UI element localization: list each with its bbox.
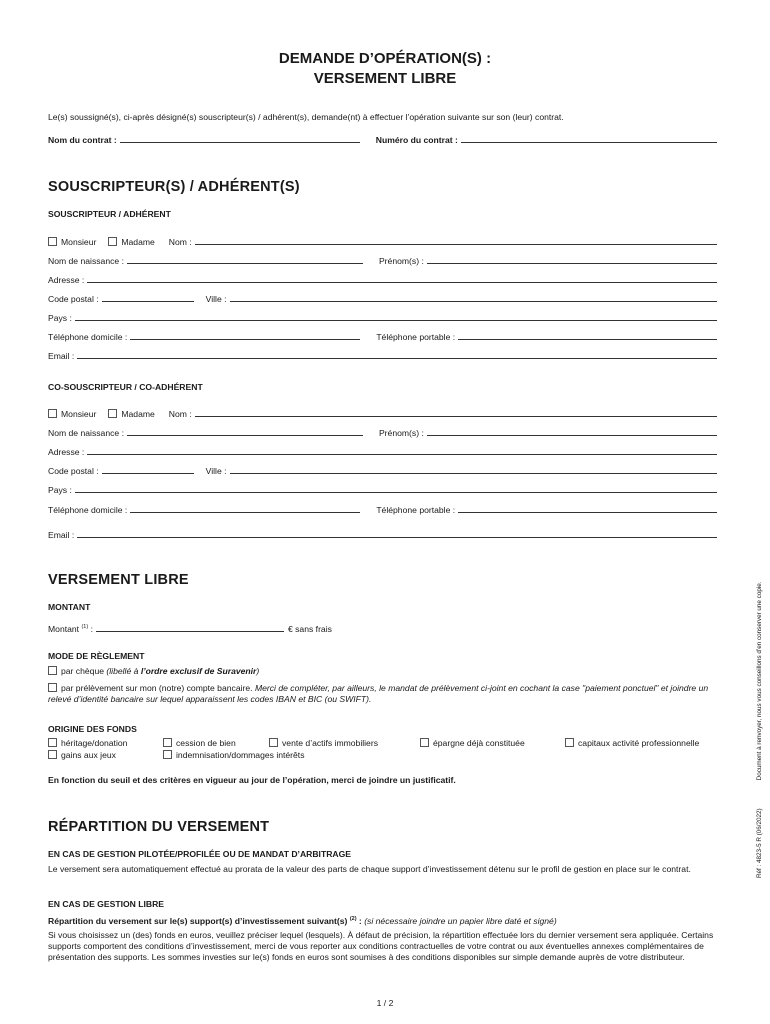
montant-title: MONTANT (48, 602, 91, 612)
prelevement-checkbox[interactable] (48, 683, 57, 692)
section-souscripteurs-title: SOUSCRIPTEUR(S) / ADHÉRENT(S) (48, 179, 300, 195)
mode-reglement-title: MODE DE RÈGLEMENT (48, 651, 145, 661)
co-ville-label: Ville : (205, 466, 227, 476)
contract-number-label: Numéro du contrat : (375, 135, 458, 145)
co-pays-row (48, 481, 721, 495)
ville-field[interactable] (230, 301, 718, 302)
monsieur-checkbox[interactable] (48, 237, 57, 246)
co-naissance-row (48, 424, 721, 438)
epargne-checkbox[interactable] (420, 738, 429, 747)
contract-name-label: Nom du contrat : (48, 135, 117, 145)
co-pays-label: Pays : (48, 485, 72, 495)
co-ville-field[interactable] (230, 473, 718, 474)
gestion-libre-title: EN CAS DE GESTION LIBRE (48, 899, 165, 909)
reference-code: Réf : 4823-5 R (06/2022) (756, 808, 763, 878)
co-cp-row (48, 462, 721, 476)
contract-name-field[interactable] (120, 142, 360, 143)
tel-portable-field[interactable] (458, 339, 717, 340)
contract-number-field[interactable] (461, 142, 717, 143)
gestion-pilotee-title: EN CAS DE GESTION PILOTÉE/PROFILÉE OU DE MANDAT D’ARBITRAGE (48, 849, 352, 859)
co-email-field[interactable] (77, 537, 717, 538)
email-field[interactable] (77, 358, 717, 359)
monsieur-label: Monsieur (61, 237, 97, 247)
cheque-option[interactable]: par chèque (libellé à l’ordre exclusif de Suravenir) (48, 666, 723, 677)
ville-label: Ville : (205, 294, 227, 304)
madame-label: Madame (121, 237, 155, 247)
co-adresse-field[interactable] (87, 454, 717, 455)
souscripteur-pays-row (48, 309, 721, 323)
seuil-note: En fonction du seuil et des critères en vigueur au jour de l’opération, merci de joindre un justificatif. (48, 775, 456, 785)
co-madame-checkbox[interactable] (108, 409, 117, 418)
montant-label: Montant $^{(1)}$ : (48, 624, 93, 634)
email-label: Email : (48, 351, 75, 361)
co-nom-field[interactable] (195, 416, 717, 417)
origine-indemnisation[interactable]: indemnisation/dommages intérêts (163, 750, 305, 760)
tel-domicile-field[interactable] (130, 339, 360, 340)
co-code-postal-field[interactable] (102, 473, 194, 474)
montant-footnote: (1) (81, 624, 89, 631)
side-margin-text (756, 554, 763, 879)
prenom-label: Prénom(s) : (378, 256, 424, 266)
prelevement-option[interactable] (48, 683, 723, 705)
section-versement-title: VERSEMENT LIBRE (48, 572, 189, 588)
co-nom-naissance-label: Nom de naissance : (48, 428, 124, 438)
origine-capitaux[interactable]: capitaux activité professionnelle (565, 738, 699, 748)
souscripteur-cp-row (48, 290, 721, 304)
co-monsieur-label: Monsieur (61, 409, 97, 419)
montant-row (48, 620, 448, 634)
souscripteur-tel-row (48, 328, 721, 342)
co-prenom-field[interactable] (427, 435, 717, 436)
co-email-label: Email : (48, 530, 75, 540)
contract-row (48, 131, 721, 145)
origine-heritage[interactable]: héritage/donation (48, 738, 127, 748)
co-souscripteur-subtitle: CO-SOUSCRIPTEUR / CO-ADHÉRENT (48, 382, 203, 392)
tel-portable-label: Téléphone portable : (376, 332, 456, 342)
co-civilite-row (48, 405, 721, 419)
pays-label: Pays : (48, 313, 72, 323)
co-code-postal-label: Code postal : (48, 466, 99, 476)
prelevement-label: par prélèvement sur mon (notre) compte bancaire. (61, 683, 253, 693)
return-note: Document à renvoyer, nous vous conseillons d’en conserver une copie. (756, 581, 763, 781)
co-nom-label: Nom : (168, 409, 192, 419)
gestion-pilotee-text: Le versement sera automatiquement effectué au prorata de la valeur des parts de chaque support d’investissement détenu sur le profil de gestion en place sur le contrat. (48, 864, 691, 874)
co-tel-domicile-field[interactable] (130, 512, 360, 513)
souscripteur-civilite-row (48, 233, 721, 247)
souscripteur-naissance-row (48, 252, 721, 266)
nom-naissance-field[interactable] (127, 263, 363, 264)
doc-title-line2: VERSEMENT LIBRE (313, 70, 457, 87)
montant-field[interactable] (96, 631, 284, 632)
origine-epargne[interactable]: épargne déjà constituée (420, 738, 525, 748)
madame-checkbox[interactable] (108, 237, 117, 246)
montant-suffix: € sans frais (287, 624, 332, 634)
tel-domicile-label: Téléphone domicile : (48, 332, 128, 342)
souscripteur-subtitle: SOUSCRIPTEUR / ADHÉRENT (48, 209, 171, 219)
cheque-payee: l’ordre exclusif de Suravenir (140, 666, 257, 676)
intro-text: Le(s) soussigné(s), ci-après désigné(s) souscripteur(s) / adhérent(s), demande(nt) à effectuer l’opération suivante sur son (leur) contrat. (48, 112, 564, 122)
co-tel-portable-field[interactable] (458, 512, 717, 513)
gestion-libre-text: Si vous choisissez un (des) fonds en euros, veuillez préciser lequel (lesquels). À défaut de précision, la répartition effectuée lors du dernier versement sera appliquée. Certains supports comportent des conditions d’investissement, merci de vous reporter aux conditions contractuelles de votre contrat ou aux éventuelles annexes complémentaires de présentation des supports. Les sommes investies sur le(s) fonds en euros sont soumises à des conditions disponibles sur simple demande auprès de votre distributeur. (48, 930, 714, 962)
co-madame-option[interactable] (108, 409, 154, 419)
co-tel-domicile-label: Téléphone domicile : (48, 505, 128, 515)
co-prenom-label: Prénom(s) : (378, 428, 424, 438)
origine-vente-immobiliers[interactable]: vente d’actifs immobiliers (269, 738, 378, 748)
co-monsieur-option[interactable] (48, 409, 96, 419)
capitaux-checkbox[interactable] (565, 738, 574, 747)
page-number: 1 / 2 (376, 998, 394, 1008)
co-nom-naissance-field[interactable] (127, 435, 363, 436)
origine-cession[interactable]: cession de bien (163, 738, 236, 748)
cheque-label: par chèque (61, 666, 105, 676)
vente-checkbox[interactable] (269, 738, 278, 747)
souscripteur-email-row (48, 347, 721, 361)
gains-checkbox[interactable] (48, 750, 57, 759)
adresse-field[interactable] (87, 282, 717, 283)
prelevement-note: Merci de compléter, par ailleurs, le mandat de prélèvement ci-joint en cochant la case "paiement ponctuel" et joindre un relevé d’identité bancaire sur lequel apparaissent les codes IBAN et BIC (ou SWIFT). (48, 683, 709, 704)
heritage-checkbox[interactable] (48, 738, 57, 747)
gestion-libre-subtitle: Répartition du versement sur le(s) support(s) d’investissement suivant(s) $^{(2)}$ : (si nécessaire joindre un papier libre daté et signé) (48, 915, 557, 926)
co-monsieur-checkbox[interactable] (48, 409, 57, 418)
co-adresse-row (48, 443, 721, 457)
doc-title-line1: DEMANDE D’OPÉRATION(S) : (278, 50, 492, 67)
libre-note: (si nécessaire joindre un papier libre daté et signé) (364, 915, 557, 926)
co-tel-portable-label: Téléphone portable : (376, 505, 456, 515)
section-repartition-title: RÉPARTITION DU VERSEMENT (48, 819, 270, 835)
nom-naissance-label: Nom de naissance : (48, 256, 124, 266)
indemnisation-checkbox[interactable] (163, 750, 172, 759)
cession-checkbox[interactable] (163, 738, 172, 747)
co-tel-row (48, 501, 721, 515)
libre-footnote: (2) (349, 916, 357, 922)
code-postal-field[interactable] (102, 301, 194, 302)
co-madame-label: Madame (121, 409, 155, 419)
co-pays-field[interactable] (75, 492, 717, 493)
code-postal-label: Code postal : (48, 294, 99, 304)
adresse-label: Adresse : (48, 275, 85, 285)
souscripteur-adresse-row (48, 271, 721, 285)
nom-label: Nom : (168, 237, 192, 247)
prenom-field[interactable] (427, 263, 717, 264)
co-email-row (48, 526, 721, 540)
monsieur-option[interactable] (48, 237, 96, 247)
pays-field[interactable] (75, 320, 717, 321)
cheque-checkbox[interactable] (48, 666, 57, 675)
origine-gains-jeux[interactable]: gains aux jeux (48, 750, 116, 760)
co-adresse-label: Adresse : (48, 447, 85, 457)
origine-fonds-title: ORIGINE DES FONDS (48, 724, 137, 734)
nom-field[interactable] (195, 244, 717, 245)
madame-option[interactable] (108, 237, 154, 247)
